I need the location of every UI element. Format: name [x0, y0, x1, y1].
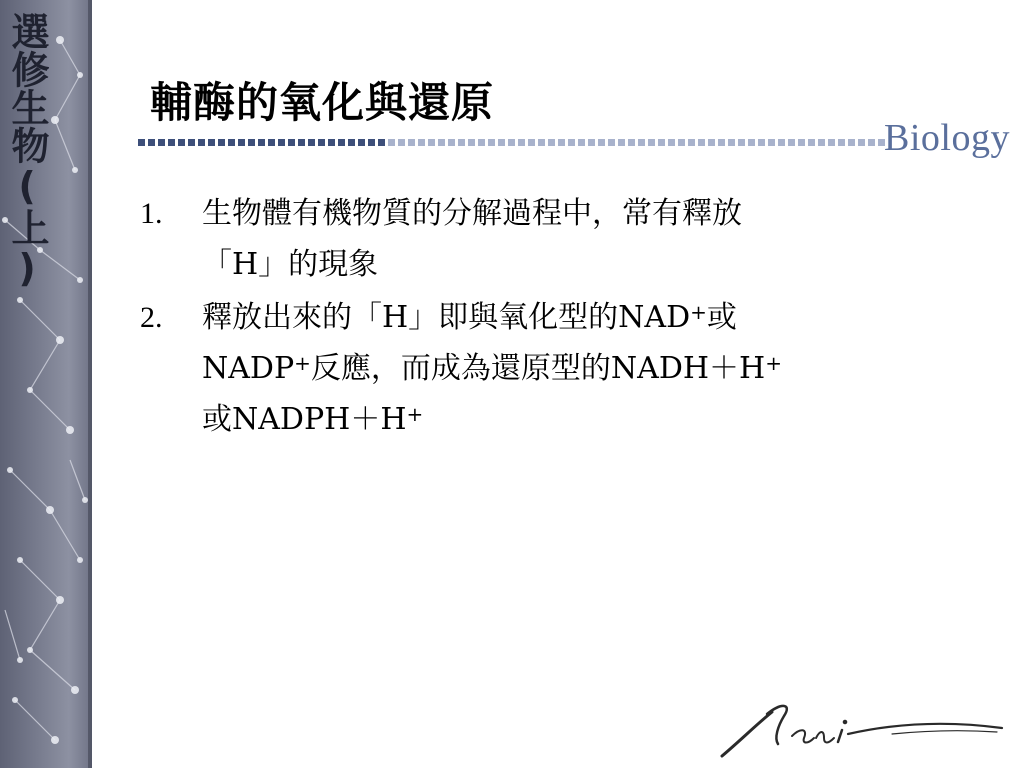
title-divider [138, 138, 886, 148]
superscript-plus: + [406, 402, 424, 426]
list-number: 2. [140, 301, 163, 334]
item-2-line-3 [202, 394, 940, 445]
item-2-line-1 [202, 292, 940, 343]
list-item-1 [140, 188, 940, 290]
slide-title: 輔酶的氧化與還原 [150, 78, 495, 127]
item-2-line-3-text: 或NADPH＋H [202, 402, 407, 437]
item-1-line-1: 生物體有機物質的分解過程中，常有釋放 [202, 196, 742, 231]
item-1-line-2: 「H」的現象 [202, 247, 379, 282]
content-list [140, 188, 940, 443]
sidebar-course-title: 選修生物(上) [5, 12, 49, 290]
superscript-plus: + [690, 300, 707, 324]
superscript-plus: + [765, 351, 782, 375]
item-2-line-2 [202, 343, 940, 394]
biology-brand-label: Biology [884, 117, 1010, 159]
list-number: 1. [140, 197, 163, 230]
item-2-line-1-text: 釋放出來的「H」即與氧化型的NAD [202, 300, 691, 335]
item-2-line-2-text: NADP [202, 351, 295, 386]
item-2-line-2-mid: 反應，而成為還原型的NADH＋H [310, 351, 766, 386]
sidebar-edge [88, 0, 92, 768]
vani-signature-logo [712, 694, 1012, 764]
list-item-2 [140, 292, 940, 445]
item-2-line-1-tail: 或 [706, 300, 737, 335]
decorative-sidebar [0, 0, 92, 768]
superscript-plus: + [294, 351, 311, 375]
